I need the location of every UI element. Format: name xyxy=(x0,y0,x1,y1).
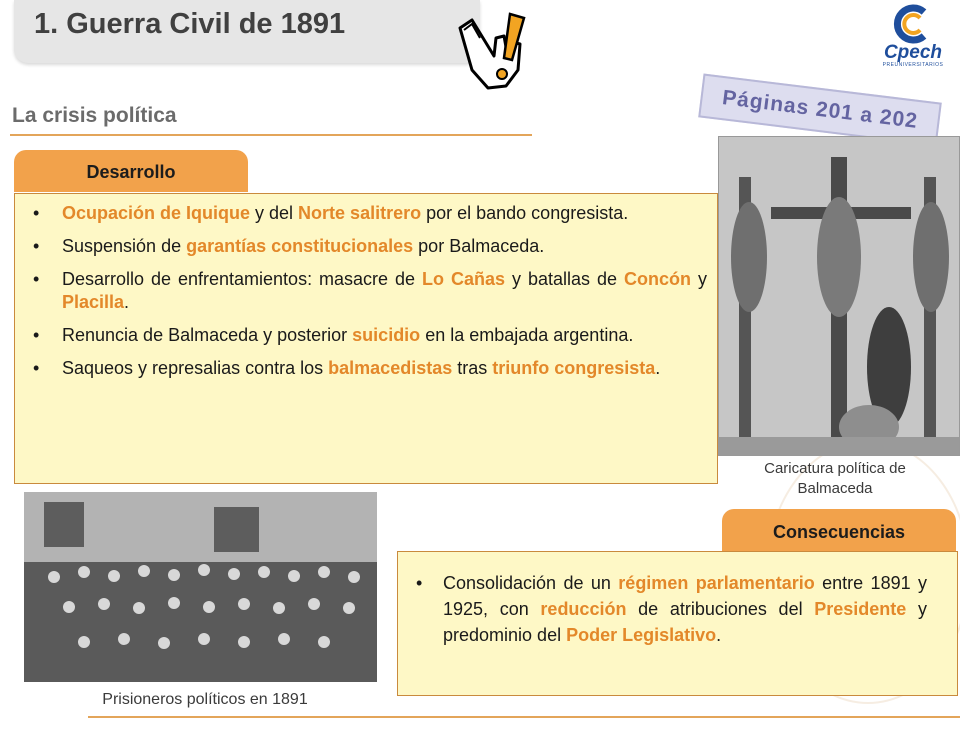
highlighted-term: Presidente xyxy=(814,599,907,619)
bullet-text: por Balmaceda. xyxy=(413,236,545,256)
bullet-text: . xyxy=(124,292,130,312)
highlighted-term: Lo Cañas xyxy=(422,269,506,289)
bullet-text: de atribuciones del xyxy=(626,599,815,619)
bullet-text: Saqueos y represalias contra los xyxy=(62,358,329,378)
pointing-hand-icon xyxy=(450,8,530,93)
consecuencias-list xyxy=(398,552,957,648)
bullet-text: y predominio del xyxy=(443,599,927,645)
highlighted-term: Placilla xyxy=(62,292,125,312)
bullet-text: tras xyxy=(452,358,493,378)
bullet-text: y batallas de xyxy=(505,269,625,289)
subtitle-divider xyxy=(10,134,532,136)
consecuencias-box xyxy=(397,551,958,696)
title-tab xyxy=(14,0,480,63)
highlighted-term: régimen parlamentario xyxy=(618,573,815,593)
bullet-text: Consolidación de un xyxy=(443,573,619,593)
highlighted-term: triunfo congresista xyxy=(492,358,656,378)
tab-consecuencias: Consecuencias xyxy=(722,509,956,551)
bullet-text: . xyxy=(716,625,722,645)
desarrollo-box xyxy=(14,193,718,484)
section-subtitle: La crisis política xyxy=(12,104,177,127)
footer-divider xyxy=(88,716,960,718)
logo-subtext: PREUNIVERSITARIOS xyxy=(882,62,944,68)
bullet-item xyxy=(15,235,717,258)
bullet-text: . xyxy=(655,358,661,378)
highlighted-term: balmacedistas xyxy=(328,358,453,378)
bullet-text: Desarrollo de enfrentamientos: masacre de xyxy=(62,269,423,289)
pages-stamp: Páginas 201 a 202 xyxy=(698,74,942,147)
caricature-image xyxy=(718,136,960,456)
tab-desarrollo: Desarrollo xyxy=(14,150,248,192)
bullet-item xyxy=(15,202,717,225)
highlighted-term: Concón xyxy=(624,269,692,289)
bullet-text: y xyxy=(691,269,707,289)
page-title: 1. Guerra Civil de 1891 xyxy=(34,8,346,40)
highlighted-term: garantías constitucionales xyxy=(186,236,414,256)
logo-text: Cpech xyxy=(883,42,943,63)
bullet-text: y del xyxy=(250,203,299,223)
caricature-caption: Caricatura política de Balmaceda xyxy=(764,460,906,497)
desarrollo-list xyxy=(15,194,717,380)
highlighted-term: Norte salitrero xyxy=(298,203,422,223)
cpech-logo xyxy=(872,4,954,72)
bullet-text: en la embajada argentina. xyxy=(420,325,634,345)
logo-mark-icon xyxy=(872,4,954,44)
highlighted-term: suicidio xyxy=(352,325,421,345)
group-photo-illustration xyxy=(24,492,377,682)
bullet-item xyxy=(398,570,957,648)
highlighted-term: Poder Legislativo xyxy=(566,625,717,645)
bullet-text: Renuncia de Balmaceda y posterior xyxy=(62,325,353,345)
bullet-item xyxy=(15,268,717,314)
bullet-item xyxy=(15,324,717,347)
bullet-item xyxy=(15,357,717,380)
photo-caption: Prisioneros políticos en 1891 xyxy=(102,691,308,708)
highlighted-term: reducción xyxy=(540,599,627,619)
highlighted-term: Ocupación de Iquique xyxy=(62,203,251,223)
caricature-illustration xyxy=(719,137,959,455)
bullet-text: Suspensión de xyxy=(62,236,187,256)
prisoners-photo xyxy=(24,492,377,682)
bullet-text: por el bando congresista. xyxy=(421,203,629,223)
bullet-text: entre 1891 y 1925, con xyxy=(443,573,927,619)
